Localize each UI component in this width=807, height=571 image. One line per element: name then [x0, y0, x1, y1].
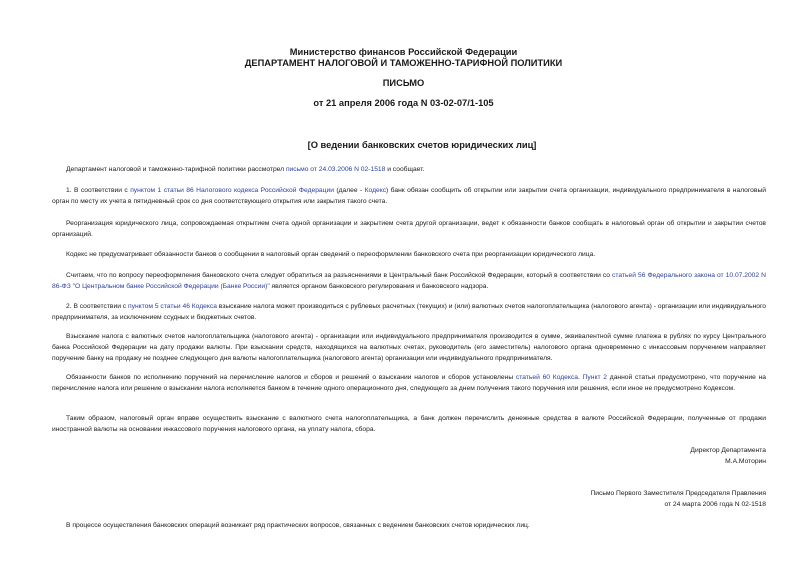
- document-subject-row: [0, 140, 807, 150]
- text: взыскание налога может производиться с рублевых расчетных (текущих) и (или) валютных счетов налогоплательщика (налогового агента) - организации или индивидуального предпринимателя, за исключением ссудных и бюджетных счетов.: [52, 303, 766, 321]
- paragraph-1: [52, 185, 766, 207]
- document-type: ПИСЬМО: [382, 78, 425, 88]
- signature-name: М.А.Моторин: [725, 458, 766, 465]
- department-title: ДЕПАРТАМЕНТ НАЛОГОВОЙ И ТАМОЖЕННО-ТАРИФНОЙ ПОЛИТИКИ: [244, 58, 563, 68]
- link-tax-code-art86[interactable]: пунктом 1 статьи 86 Налогового кодекса Российской Федерации: [130, 187, 334, 194]
- text: 2. В соответствии с: [66, 303, 129, 310]
- text: Считаем, что по вопросу переоформления банковского счета следует обратиться за разъяснениями в Центральный банк Российской Федерации, который в соответствии со: [66, 272, 613, 279]
- paragraph-6: Взыскание налога с валютных счетов налогоплательщика (налогового агента) - организации или индивидуального предпринимателя производится в сумме, эквивалентной сумме платежа в рублях по курсу Центрального банка Российской Федерации на дату продажи валюты. При взыскании средств, находящихся на валютных счетах, руководитель (его заместитель) налогового органа одновременно с инкассовым поручением направляет поручение банку на продажу не позднее следующего дня валюты налогоплательщика (налогового агента) организации или индивидуального предпринимателя.: [52, 333, 766, 362]
- link-tax-code-art60[interactable]: статьей 60 Кодекса: [515, 374, 578, 381]
- paragraph-intro: [52, 164, 766, 175]
- appendix-title-line2: от 24 марта 2006 года N 02-1518: [664, 501, 766, 508]
- appendix-title-line1: Письмо Первого Заместителя Председателя Правления: [590, 490, 766, 497]
- text: Обязанности банков по исполнению поручений на перечисление налогов и сборов и решений о взыскании налогов и сборов установлены: [66, 374, 516, 381]
- paragraph-3: Кодекс не предусматривает обязанности банков о сообщении в налоговый орган сведений о переоформлении банковского счета при реорганизации юридического лица.: [66, 251, 596, 258]
- ministry-title: Министерство финансов Российской Федерации: [289, 47, 518, 57]
- text: (далее -: [333, 187, 365, 194]
- text: 1. В соответствии с: [66, 187, 131, 194]
- paragraph-2: Реорганизация юридического лица, сопровождаемая открытием счета одной организации и закрытием счета другой организации, ведет к обязанности банков сообщать в налоговый орган об открытии и закрытии счетов организаций.: [52, 220, 766, 238]
- text: ) банк обязан сообщить об открытии или закрытии счета организации, индивидуального предпринимателя в налоговый орган по месту их учета в пятидневный срок со дня соответствующего открытия или закрытия такого счета.: [52, 187, 766, 205]
- link-letter-02-1518[interactable]: письмо от 24.03.2006 N 02-1518: [285, 166, 386, 173]
- paragraph-8: Таким образом, налоговый орган вправе осуществить взыскание с валютного счета налогоплательщика, а банк должен перечислить денежные средства в валюте Российской Федерации, полученные от продажи иностранной валюты на основании инкассового поручения налогового органа, на уплату налога, сбора.: [52, 415, 766, 433]
- document-subject: [О ведении банковских счетов юридических лиц]: [307, 140, 537, 150]
- link-tax-code[interactable]: Кодекс: [364, 187, 387, 194]
- signature-position: Директор Департамента: [690, 447, 766, 454]
- paragraph-7: [52, 372, 766, 394]
- link-art60-clause2[interactable]: Пункт 2: [582, 374, 608, 381]
- link-federal-law-86fz[interactable]: статьей 56 Федерального закона от 10.07.2002 N 86-ФЗ "О Центральном банке Российской Федерации (Банке России)": [52, 272, 766, 290]
- text: является органом банковского регулирования и банковского надзора.: [269, 283, 489, 290]
- text: и сообщает.: [385, 166, 425, 173]
- document-date-number: от 21 апреля 2006 года N 03-02-07/1-105: [313, 98, 494, 108]
- paragraph-4: [52, 270, 766, 292]
- text: данной статьи предусмотрено, что поручение на перечисление налога или решение о взыскании налога исполняется банком в течение одного операционного дня, следующего за днем получения такого поручения или решения, если иное не предусмотрено Кодексом.: [52, 374, 766, 392]
- text: .: [577, 374, 583, 381]
- appendix-paragraph: В процессе осуществления банковских операций возникает ряд практических вопросов, связанных с ведением банковских счетов юридических лиц.: [66, 522, 530, 529]
- paragraph-5: [52, 301, 766, 323]
- text: Департамент налоговой и таможенно-тарифной политики рассмотрел: [66, 166, 286, 173]
- link-tax-code-art46[interactable]: пунктом 5 статьи 46 Кодекса: [128, 303, 217, 310]
